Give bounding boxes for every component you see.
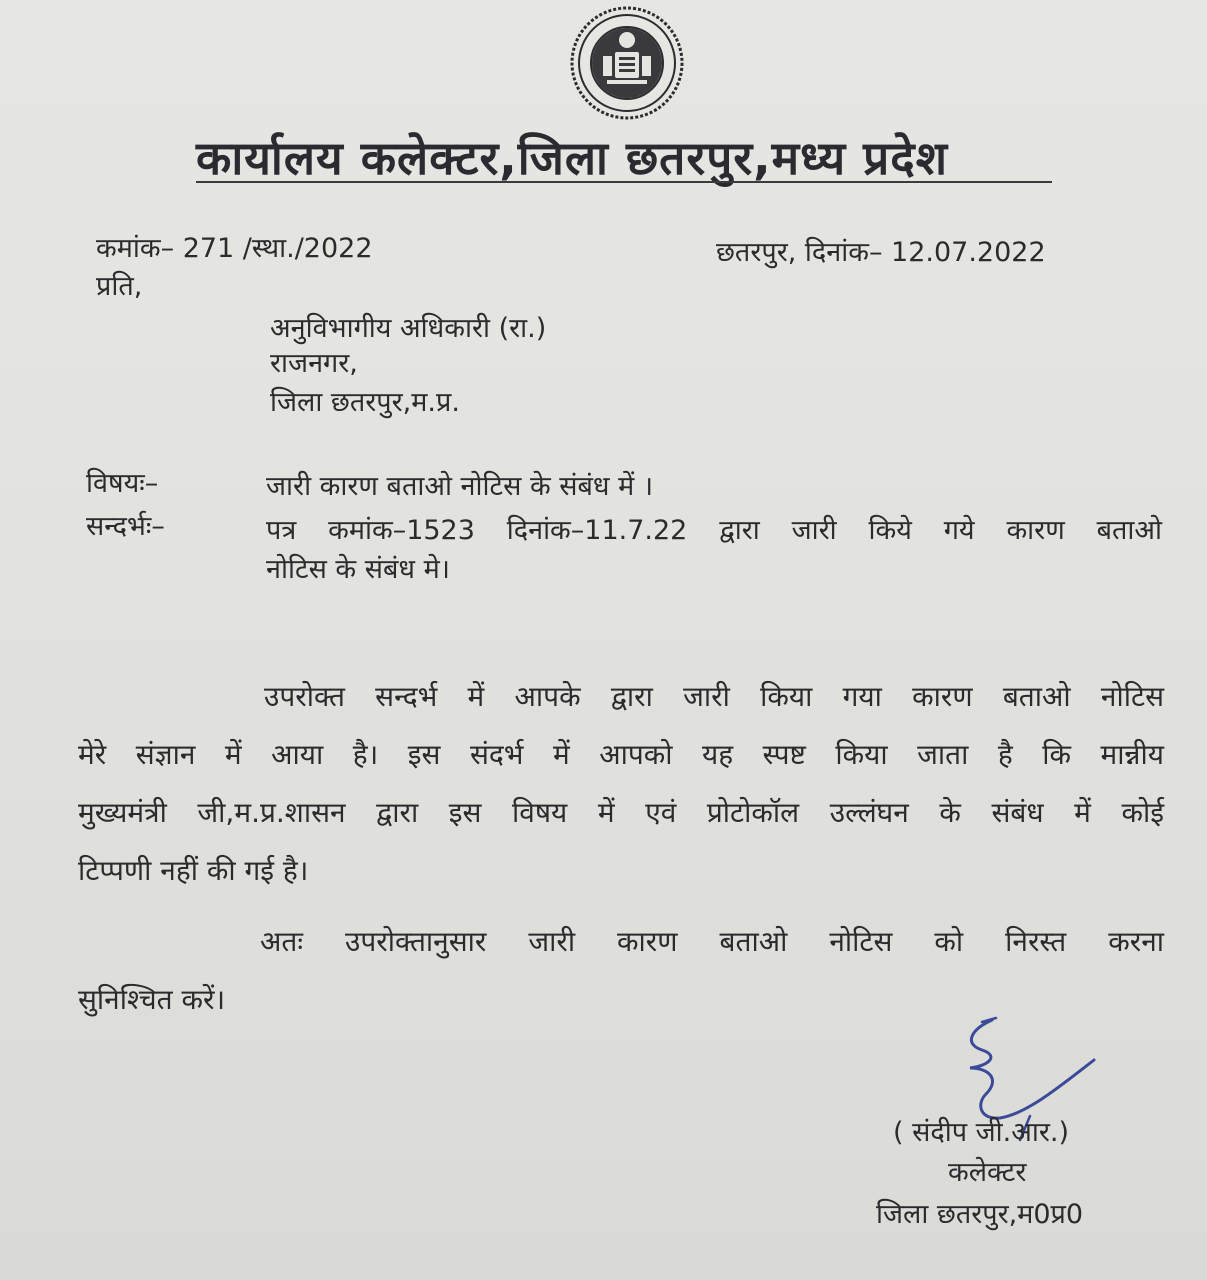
signatory-name: ( संदीप जी.आर.) [893,1117,1069,1148]
to-label: प्रति, [96,271,143,302]
reference-number: कमांक– 271 /स्था./2022 [96,233,373,264]
addressee-line: जिला छतरपुर,म.प्र. [270,387,460,418]
addressee-line: राजनगर, [270,348,358,379]
paragraph-line: अतः उपरोक्तानुसार जारी कारण बताओ नोटिस को निरस्त करना [260,925,1164,958]
title-underline [196,181,1052,183]
paragraph-line: मेरे संज्ञान में आया है। इस संदर्भ में आपको यह स्पष्ट किया जाता है कि मान्नीय [78,738,1164,771]
paragraph-line: सुनिश्चित करें। [78,983,226,1016]
body-paragraph-1 [78,668,1164,900]
reference-text-line: नोटिस के संबंध मे। [266,554,450,585]
paragraph-line: उपरोक्त सन्दर्भ में आपके द्वारा जारी किया गया कारण बताओ नोटिस [264,680,1164,713]
subject-label: विषयः– [86,468,159,499]
signatory-designation: कलेक्टर [948,1157,1027,1188]
paragraph-line: टिप्पणी नहीं की गई है। [78,854,309,887]
paragraph-line: मुख्यमंत्री जी,म.प्र.शासन द्वारा इस विषय में एवं प्रोटोकॉल उल्लंघन के संबंध में कोई [78,796,1164,829]
signatory-district: जिला छतरपुर,म0प्र0 [876,1199,1084,1230]
government-seal-icon [563,4,691,122]
office-title: कार्यालय कलेक्टर,जिला छतरपुर,मध्य प्रदेश [196,131,949,185]
subject-text: जारी कारण बताओ नोटिस के संबंध में । [266,471,654,502]
reference-text-line: पत्र कमांक–1523 दिनांक–11.7.22 द्वारा जारी किये गये कारण बताओ [266,515,1162,546]
addressee-line: अनुविभागीय अधिकारी (रा.) [270,313,547,344]
reference-label: सन्दर्भः– [86,511,165,542]
place-date: छतरपुर, दिनांक– 12.07.2022 [716,237,1046,268]
